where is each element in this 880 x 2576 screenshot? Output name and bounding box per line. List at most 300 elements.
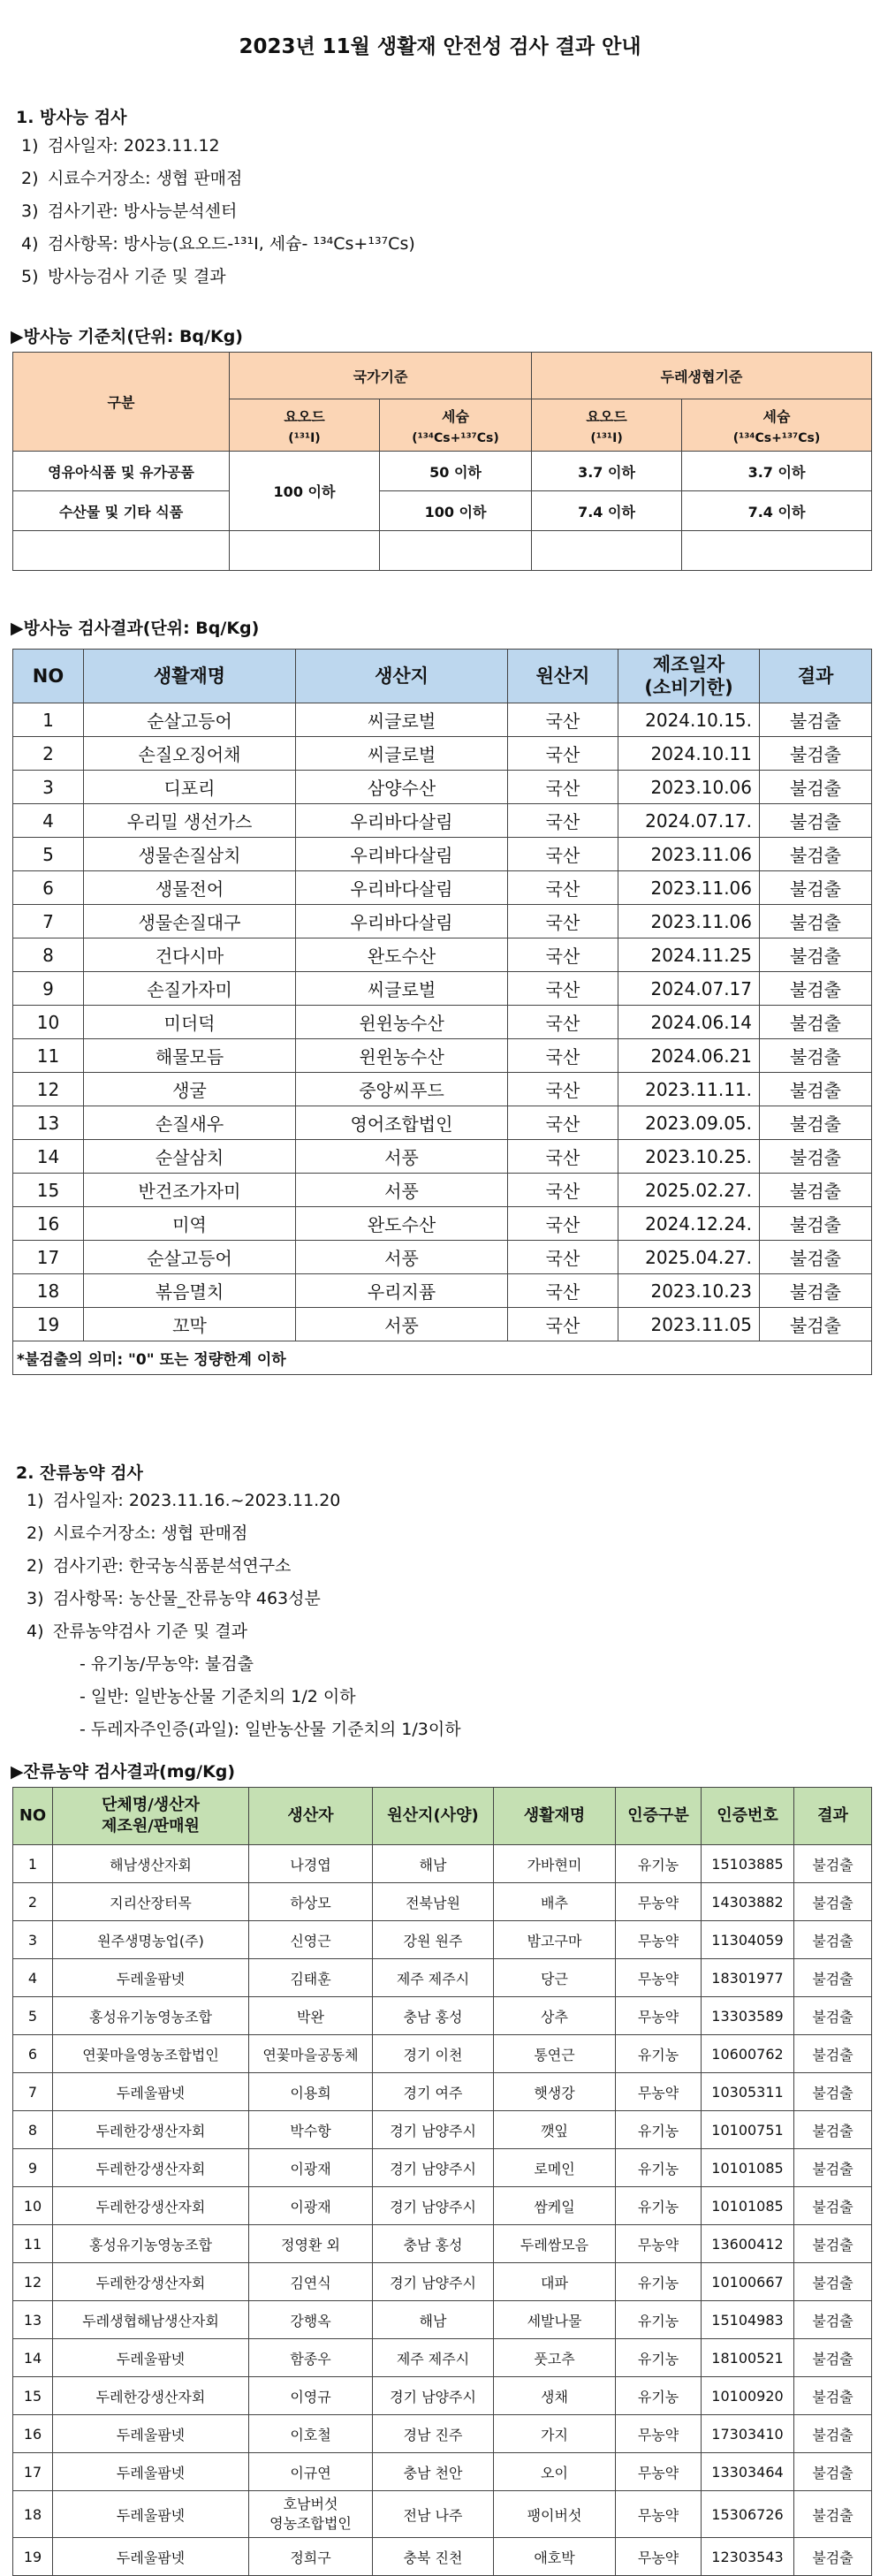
section2-heading: 2. 잔류농약 검사 xyxy=(16,1463,143,1483)
rad-cell: 7 xyxy=(13,905,84,938)
pest-cell: 원주생명농업(주) xyxy=(53,1921,249,1959)
table-row xyxy=(13,1140,872,1174)
rad-cell: 15 xyxy=(13,1174,84,1207)
rad-header-cell: 결과 xyxy=(760,650,872,703)
table-row xyxy=(13,938,872,972)
pest-cell: 전남 나주 xyxy=(373,2491,494,2538)
rad-cell: 국산 xyxy=(508,1241,618,1274)
table-row xyxy=(13,2339,872,2377)
pest-cell: 두레울팜넷 xyxy=(53,2073,249,2111)
rad-cell: 생물손질대구 xyxy=(84,905,296,938)
rad-cell: 10 xyxy=(13,1006,84,1039)
pest-cell: 유기농 xyxy=(616,2035,702,2073)
section2-item: 2) 검사기관: 한국농식품분석연구소 xyxy=(27,1556,292,1576)
table-row xyxy=(13,1883,872,1921)
pest-cell: 김태훈 xyxy=(249,1959,373,1997)
table-row xyxy=(13,703,872,737)
rad-cell: 국산 xyxy=(508,1006,618,1039)
rad-cell: 2024.11.25 xyxy=(618,938,760,972)
rad-cell: 국산 xyxy=(508,703,618,737)
pest-cell: 18100521 xyxy=(702,2339,794,2377)
pest-cell: 13 xyxy=(13,2301,53,2339)
rad-cell: 꼬막 xyxy=(84,1308,296,1341)
pesticide-result-table xyxy=(12,1787,872,2576)
rad-cell: 불검출 xyxy=(760,905,872,938)
rad-cell: 완도수산 xyxy=(296,1207,508,1241)
pest-cell: 불검출 xyxy=(794,1959,872,1997)
pest-cell: 불검출 xyxy=(794,2111,872,2149)
rad-cell: 서풍 xyxy=(296,1308,508,1341)
rad-cell: 불검출 xyxy=(760,1207,872,1241)
pest-header-cell: 생산자 xyxy=(249,1788,373,1845)
rad-cell: 2023.09.05. xyxy=(618,1106,760,1140)
pest-cell: 불검출 xyxy=(794,2491,872,2538)
pest-cell: 두레한강생산자회 xyxy=(53,2149,249,2187)
pest-cell: 하상모 xyxy=(249,1883,373,1921)
pest-cell: 박완 xyxy=(249,1997,373,2035)
section2-subitem: - 일반: 일반농산물 기준치의 1/2 이하 xyxy=(80,1687,356,1706)
pest-cell: 가지 xyxy=(494,2415,616,2453)
rad-cell: 13 xyxy=(13,1106,84,1140)
table-row xyxy=(13,1241,872,1274)
table-row xyxy=(13,2491,872,2538)
pest-cell: 두레한강생산자회 xyxy=(53,2377,249,2415)
rad-cell: 2023.10.06 xyxy=(618,771,760,804)
pest-cell: 불검출 xyxy=(794,2035,872,2073)
section2-item: 3) 검사항목: 농산물_잔류농약 463성분 xyxy=(27,1589,321,1608)
table-row xyxy=(13,871,872,905)
pest-cell: 16 xyxy=(13,2415,53,2453)
std-header-group: 구분 xyxy=(13,353,230,452)
rad-cell: 불검출 xyxy=(760,804,872,838)
rad-cell: 영어조합법인 xyxy=(296,1106,508,1140)
pest-cell: 7 xyxy=(13,2073,53,2111)
section1-heading: 1. 방사능 검사 xyxy=(16,108,127,127)
rad-cell: 2024.10.11 xyxy=(618,737,760,771)
rad-cell: 완도수산 xyxy=(296,938,508,972)
rad-cell: 6 xyxy=(13,871,84,905)
pest-cell: 통연근 xyxy=(494,2035,616,2073)
std-nat-cesium: 50 이하 xyxy=(380,452,532,491)
rad-cell: 우리지퓸 xyxy=(296,1274,508,1308)
std-header-cesium: 세슘 (¹³⁴Cs+¹³⁷Cs) xyxy=(682,399,872,452)
rad-cell: 삼양수산 xyxy=(296,771,508,804)
rad-cell: 국산 xyxy=(508,905,618,938)
pest-cell: 유기농 xyxy=(616,2339,702,2377)
rad-cell: 불검출 xyxy=(760,1039,872,1073)
pest-cell: 유기농 xyxy=(616,2263,702,2301)
table-row xyxy=(13,2225,872,2263)
rad-cell: 2024.12.24. xyxy=(618,1207,760,1241)
pest-cell: 제주 제주시 xyxy=(373,2339,494,2377)
pest-header-cell: NO xyxy=(13,1788,53,1845)
rad-cell: 우리바다살림 xyxy=(296,905,508,938)
table-row xyxy=(13,838,872,871)
pest-cell: 13303464 xyxy=(702,2453,794,2491)
pest-cell: 12 xyxy=(13,2263,53,2301)
pest-cell: 2 xyxy=(13,1883,53,1921)
section1-item: 4) 검사항목: 방사능(요오드-¹³¹I, 세슘- ¹³⁴Cs+¹³⁷Cs) xyxy=(21,234,415,254)
rad-cell: 불검출 xyxy=(760,938,872,972)
pest-cell: 가바현미 xyxy=(494,1845,616,1883)
table-row xyxy=(13,1997,872,2035)
pest-cell: 15103885 xyxy=(702,1845,794,1883)
std-nat-iodine: 100 이하 xyxy=(230,452,380,531)
std-table-title: ▶방사능 기준치(단위: Bq/Kg) xyxy=(11,327,243,346)
table-row xyxy=(13,2538,872,2576)
rad-cell: 국산 xyxy=(508,1174,618,1207)
pest-cell: 17 xyxy=(13,2453,53,2491)
pest-cell: 대파 xyxy=(494,2263,616,2301)
section1-items xyxy=(21,130,415,293)
std-empty-cell xyxy=(230,531,380,571)
pest-cell: 두레울팜넷 xyxy=(53,1959,249,1997)
rad-cell: 2023.11.11. xyxy=(618,1073,760,1106)
table-row xyxy=(13,1274,872,1308)
rad-cell: 디포리 xyxy=(84,771,296,804)
pest-cell: 강원 원주 xyxy=(373,1921,494,1959)
rad-cell: 손질오징어채 xyxy=(84,737,296,771)
pest-cell: 애호박 xyxy=(494,2538,616,2576)
pest-cell: 불검출 xyxy=(794,1921,872,1959)
pest-cell: 유기농 xyxy=(616,2377,702,2415)
rad-cell: 9 xyxy=(13,972,84,1006)
pest-cell: 두레울팜넷 xyxy=(53,2453,249,2491)
pest-cell: 상추 xyxy=(494,1997,616,2035)
rad-cell: 국산 xyxy=(508,1073,618,1106)
pest-cell: 불검출 xyxy=(794,2225,872,2263)
rad-cell: 불검출 xyxy=(760,1174,872,1207)
rad-cell: 서풍 xyxy=(296,1241,508,1274)
pest-cell: 5 xyxy=(13,1997,53,2035)
rad-cell: 2024.07.17. xyxy=(618,804,760,838)
rad-cell: 생물손질삼치 xyxy=(84,838,296,871)
pest-cell: 두레한강생산자회 xyxy=(53,2111,249,2149)
rad-cell: 불검출 xyxy=(760,1106,872,1140)
rad-cell: 3 xyxy=(13,771,84,804)
pest-cell: 오이 xyxy=(494,2453,616,2491)
pest-cell: 유기농 xyxy=(616,1845,702,1883)
rad-cell: 우리바다살림 xyxy=(296,838,508,871)
pest-cell: 두레쌈모음 xyxy=(494,2225,616,2263)
rad-cell: 2025.02.27. xyxy=(618,1174,760,1207)
rad-cell: 2025.04.27. xyxy=(618,1241,760,1274)
pest-cell: 불검출 xyxy=(794,2263,872,2301)
pest-cell: 무농약 xyxy=(616,1883,702,1921)
rad-cell: 순살삼치 xyxy=(84,1140,296,1174)
rad-cell: 생굴 xyxy=(84,1073,296,1106)
pest-cell: 연꽃마을공동체 xyxy=(249,2035,373,2073)
pest-cell: 불검출 xyxy=(794,2538,872,2576)
pest-cell: 1 xyxy=(13,1845,53,1883)
rad-header-cell: 원산지 xyxy=(508,650,618,703)
pest-cell: 충북 진천 xyxy=(373,2538,494,2576)
pest-cell: 충남 홍성 xyxy=(373,1997,494,2035)
table-row xyxy=(13,1921,872,1959)
rad-cell: 국산 xyxy=(508,1207,618,1241)
pest-cell: 연꽃마을영농조합법인 xyxy=(53,2035,249,2073)
table-row xyxy=(13,771,872,804)
rad-cell: 불검출 xyxy=(760,703,872,737)
pest-cell: 10 xyxy=(13,2187,53,2225)
pest-cell: 배추 xyxy=(494,1883,616,1921)
table-row xyxy=(13,1959,872,1997)
table-row xyxy=(13,804,872,838)
pest-table-title: ▶잔류농약 검사결과(mg/Kg) xyxy=(11,1762,236,1782)
rad-note: *불검출의 의미: "0" 또는 정량한계 이하 xyxy=(13,1341,872,1375)
pest-cell: 로메인 xyxy=(494,2149,616,2187)
rad-cell: 씨글로벌 xyxy=(296,703,508,737)
rad-cell: 불검출 xyxy=(760,871,872,905)
pest-cell: 경기 남양주시 xyxy=(373,2187,494,2225)
pest-cell: 충남 천안 xyxy=(373,2453,494,2491)
pest-header-cell: 원산지(사양) xyxy=(373,1788,494,1845)
rad-cell: 미더덕 xyxy=(84,1006,296,1039)
rad-cell: 2024.10.15. xyxy=(618,703,760,737)
pest-cell: 13303589 xyxy=(702,1997,794,2035)
std-dure-iodine: 7.4 이하 xyxy=(532,491,682,531)
rad-cell: 불검출 xyxy=(760,1274,872,1308)
std-dure-iodine: 3.7 이하 xyxy=(532,452,682,491)
pest-cell: 깻잎 xyxy=(494,2111,616,2149)
table-row xyxy=(13,2073,872,2111)
pest-cell: 햇생강 xyxy=(494,2073,616,2111)
rad-cell: 국산 xyxy=(508,1140,618,1174)
pest-cell: 해남 xyxy=(373,2301,494,2339)
pest-cell: 무농약 xyxy=(616,1959,702,1997)
rad-cell: 불검출 xyxy=(760,1073,872,1106)
pest-cell: 당근 xyxy=(494,1959,616,1997)
pest-cell: 불검출 xyxy=(794,2377,872,2415)
rad-cell: 국산 xyxy=(508,871,618,905)
pest-cell: 불검출 xyxy=(794,2187,872,2225)
pest-cell: 두레울팜넷 xyxy=(53,2415,249,2453)
pest-cell: 유기농 xyxy=(616,2301,702,2339)
pest-cell: 팽이버섯 xyxy=(494,2491,616,2538)
pest-cell: 신영근 xyxy=(249,1921,373,1959)
pest-cell: 김연식 xyxy=(249,2263,373,2301)
rad-cell: 2024.06.14 xyxy=(618,1006,760,1039)
table-note-row xyxy=(13,1341,872,1375)
table-row xyxy=(13,1308,872,1341)
pest-cell: 불검출 xyxy=(794,2149,872,2187)
rad-header-cell: 생활재명 xyxy=(84,650,296,703)
rad-cell: 국산 xyxy=(508,1039,618,1073)
pest-cell: 10101085 xyxy=(702,2187,794,2225)
rad-cell: 1 xyxy=(13,703,84,737)
section1-item: 3) 검사기관: 방사능분석센터 xyxy=(21,201,238,221)
section2-items xyxy=(27,1485,461,1746)
rad-cell: 국산 xyxy=(508,1106,618,1140)
pest-cell: 10600762 xyxy=(702,2035,794,2073)
pest-cell: 4 xyxy=(13,1959,53,1997)
rad-cell: 12 xyxy=(13,1073,84,1106)
std-row-name: 수산물 및 기타 식품 xyxy=(13,491,230,531)
rad-cell: 국산 xyxy=(508,771,618,804)
pest-cell: 이광재 xyxy=(249,2187,373,2225)
pest-cell: 지리산장터목 xyxy=(53,1883,249,1921)
table-row xyxy=(13,1073,872,1106)
pest-cell: 무농약 xyxy=(616,2453,702,2491)
rad-cell: 손질새우 xyxy=(84,1106,296,1140)
rad-cell: 국산 xyxy=(508,804,618,838)
rad-cell: 16 xyxy=(13,1207,84,1241)
pest-cell: 불검출 xyxy=(794,2339,872,2377)
table-row xyxy=(13,1039,872,1073)
pest-cell: 10100667 xyxy=(702,2263,794,2301)
pest-cell: 이호철 xyxy=(249,2415,373,2453)
pest-cell: 10100751 xyxy=(702,2111,794,2149)
pest-cell: 유기농 xyxy=(616,2111,702,2149)
rad-cell: 윈윈농수산 xyxy=(296,1039,508,1073)
pest-cell: 11304059 xyxy=(702,1921,794,1959)
pest-cell: 전북남원 xyxy=(373,1883,494,1921)
table-row xyxy=(13,1207,872,1241)
rad-table-title: ▶방사능 검사결과(단위: Bq/Kg) xyxy=(11,619,260,638)
pest-cell: 이용희 xyxy=(249,2073,373,2111)
pest-cell: 3 xyxy=(13,1921,53,1959)
pest-cell: 10101085 xyxy=(702,2149,794,2187)
rad-cell: 국산 xyxy=(508,1274,618,1308)
pest-cell: 홍성유기농영농조합 xyxy=(53,2225,249,2263)
pest-cell: 세발나물 xyxy=(494,2301,616,2339)
pest-cell: 이광재 xyxy=(249,2149,373,2187)
std-header-cesium: 세슘 (¹³⁴Cs+¹³⁷Cs) xyxy=(380,399,532,452)
std-header-national: 국가기준 xyxy=(230,353,532,399)
rad-cell: 19 xyxy=(13,1308,84,1341)
rad-cell: 2023.11.06 xyxy=(618,871,760,905)
table-row xyxy=(13,2263,872,2301)
pest-cell: 10305311 xyxy=(702,2073,794,2111)
section2-subitem: - 두레자주인증(과일): 일반농산물 기준치의 1/3이하 xyxy=(80,1720,461,1739)
rad-cell: 씨글로벌 xyxy=(296,737,508,771)
std-dure-cesium: 7.4 이하 xyxy=(682,491,872,531)
rad-cell: 2023.10.25. xyxy=(618,1140,760,1174)
std-empty-cell xyxy=(13,531,230,571)
rad-cell: 2023.11.06 xyxy=(618,905,760,938)
pest-cell: 경기 남양주시 xyxy=(373,2263,494,2301)
table-row xyxy=(13,1174,872,1207)
pest-cell: 14303882 xyxy=(702,1883,794,1921)
rad-header-cell: 생산지 xyxy=(296,650,508,703)
rad-cell: 2023.11.05 xyxy=(618,1308,760,1341)
pest-cell: 해남생산자회 xyxy=(53,1845,249,1883)
std-row-name: 영유아식품 및 유가공품 xyxy=(13,452,230,491)
section1-item: 2) 시료수거장소: 생협 판매점 xyxy=(21,169,243,188)
rad-cell: 5 xyxy=(13,838,84,871)
pest-cell: 박수항 xyxy=(249,2111,373,2149)
section2-item: 2) 시료수거장소: 생협 판매점 xyxy=(27,1524,248,1543)
pest-cell: 정영환 외 xyxy=(249,2225,373,2263)
rad-cell: 국산 xyxy=(508,838,618,871)
pest-cell: 무농약 xyxy=(616,2073,702,2111)
pest-cell: 두레한강생산자회 xyxy=(53,2187,249,2225)
rad-cell: 11 xyxy=(13,1039,84,1073)
rad-cell: 씨글로벌 xyxy=(296,972,508,1006)
pest-cell: 18301977 xyxy=(702,1959,794,1997)
pest-cell: 11 xyxy=(13,2225,53,2263)
rad-cell: 불검출 xyxy=(760,737,872,771)
std-nat-cesium: 100 이하 xyxy=(380,491,532,531)
table-row xyxy=(13,1106,872,1140)
pest-header-cell: 인증번호 xyxy=(702,1788,794,1845)
pest-cell: 무농약 xyxy=(616,2491,702,2538)
pest-cell: 두레울팜넷 xyxy=(53,2339,249,2377)
pest-cell: 경기 남양주시 xyxy=(373,2377,494,2415)
rad-cell: 불검출 xyxy=(760,972,872,1006)
pest-header-cell: 생활재명 xyxy=(494,1788,616,1845)
pest-cell: 경기 남양주시 xyxy=(373,2149,494,2187)
pest-cell: 무농약 xyxy=(616,1997,702,2035)
pest-cell: 강행옥 xyxy=(249,2301,373,2339)
pest-cell: 10100920 xyxy=(702,2377,794,2415)
table-row xyxy=(13,972,872,1006)
pest-cell: 함종우 xyxy=(249,2339,373,2377)
table-row xyxy=(13,2035,872,2073)
section2-item: 4) 잔류농약검사 기준 및 결과 xyxy=(27,1622,248,1641)
rad-cell: 불검출 xyxy=(760,771,872,804)
rad-cell: 볶음멸치 xyxy=(84,1274,296,1308)
pest-cell: 생채 xyxy=(494,2377,616,2415)
pest-cell: 불검출 xyxy=(794,2453,872,2491)
rad-cell: 미역 xyxy=(84,1207,296,1241)
rad-cell: 2 xyxy=(13,737,84,771)
std-dure-cesium: 3.7 이하 xyxy=(682,452,872,491)
table-row xyxy=(13,2111,872,2149)
pest-cell: 무농약 xyxy=(616,2225,702,2263)
table-row xyxy=(13,737,872,771)
pest-cell: 밤고구마 xyxy=(494,1921,616,1959)
pest-cell: 두레생협해남생산자회 xyxy=(53,2301,249,2339)
pest-header-cell: 결과 xyxy=(794,1788,872,1845)
pest-cell: 호남버섯 영농조합법인 xyxy=(249,2491,373,2538)
rad-cell: 손질가자미 xyxy=(84,972,296,1006)
page-title: 2023년 11월 생활재 안전성 검사 결과 안내 xyxy=(239,35,641,58)
rad-cell: 2023.10.23 xyxy=(618,1274,760,1308)
rad-cell: 중앙씨푸드 xyxy=(296,1073,508,1106)
table-row xyxy=(13,2301,872,2339)
table-row xyxy=(13,2149,872,2187)
pest-cell: 해남 xyxy=(373,1845,494,1883)
rad-cell: 8 xyxy=(13,938,84,972)
pest-cell: 경기 여주 xyxy=(373,2073,494,2111)
rad-cell: 국산 xyxy=(508,737,618,771)
pest-cell: 불검출 xyxy=(794,1883,872,1921)
pest-cell: 15104983 xyxy=(702,2301,794,2339)
standard-table xyxy=(12,352,872,571)
rad-cell: 2023.11.06 xyxy=(618,838,760,871)
rad-cell: 불검출 xyxy=(760,1308,872,1341)
table-row xyxy=(13,1845,872,1883)
table-row xyxy=(13,2453,872,2491)
pest-cell: 불검출 xyxy=(794,1997,872,2035)
rad-cell: 4 xyxy=(13,804,84,838)
pest-cell: 17303410 xyxy=(702,2415,794,2453)
pest-cell: 나경엽 xyxy=(249,1845,373,1883)
section2-subitem: - 유기농/무농약: 불검출 xyxy=(80,1654,254,1674)
pest-cell: 두레울팜넷 xyxy=(53,2538,249,2576)
pest-cell: 쌈케일 xyxy=(494,2187,616,2225)
rad-header-cell: NO xyxy=(13,650,84,703)
radiation-result-table xyxy=(12,649,872,1375)
std-header-iodine: 요오드 (¹³¹I) xyxy=(532,399,682,452)
pest-cell: 두레울팜넷 xyxy=(53,2491,249,2538)
rad-cell: 우리바다살림 xyxy=(296,804,508,838)
rad-cell: 국산 xyxy=(508,972,618,1006)
pest-header-cell: 단체명/생산자 제조원/판매원 xyxy=(53,1788,249,1845)
pest-cell: 무농약 xyxy=(616,1921,702,1959)
pest-cell: 이규연 xyxy=(249,2453,373,2491)
